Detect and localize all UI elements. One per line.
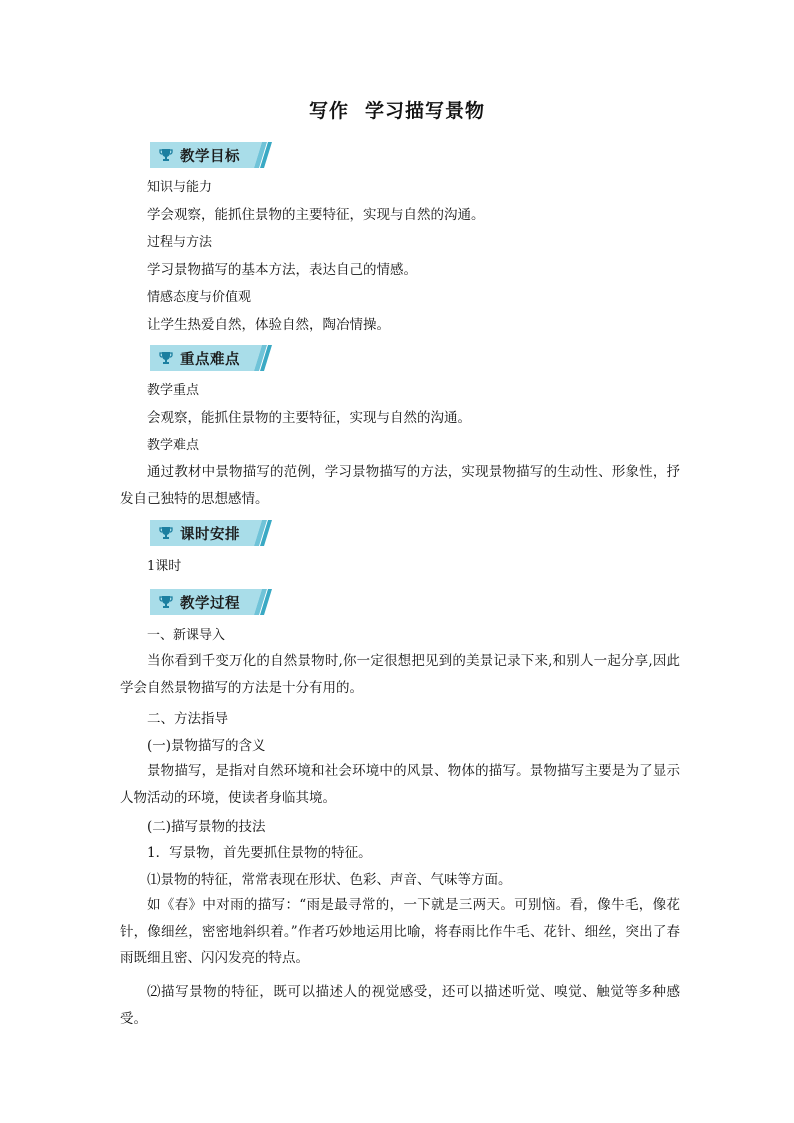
process-para-3: 如《春》中对雨的描写：“雨是最寻常的，一下就是三两天。可别恼。看，像牛毛，像花针，像细丝，密密地斜织着。”作者巧妙地运用比喻，将春雨比作牛毛、花针、细丝，突出了春雨既细且密、闪闪发亮的特点。	[120, 897, 680, 966]
section-header-process	[150, 589, 272, 615]
process-para-2: 景物描写，是指对自然环境和社会环境中的风景、物体的描写。景物描写主要是为了显示人物活动的环境，使读者身临其境。	[120, 763, 680, 806]
schedule-text: 1课时	[147, 559, 182, 574]
key-heading-2: 教学难点	[147, 438, 200, 453]
process-para-4: ⑵描写景物的特征，既可以描述人的视觉感受，还可以描述听觉、嗅觉、触觉等多种感受。	[120, 984, 680, 1027]
section-header-key-points	[150, 345, 272, 371]
process-heading-1: 一、新课导入	[147, 628, 226, 643]
process-heading-5: 1．写景物，首先要抓住景物的特征。	[147, 845, 372, 861]
key-heading-1: 教学重点	[147, 383, 200, 398]
goals-text-1: 学会观察，能抓住景物的主要特征，实现与自然的沟通。	[147, 207, 485, 223]
key-text-1: 会观察，能抓住景物的主要特征，实现与自然的沟通。	[147, 410, 471, 426]
trophy-icon	[158, 350, 174, 366]
process-heading-2: 二、方法指导	[147, 711, 228, 727]
section-header-schedule	[150, 520, 272, 546]
goals-text-3: 让学生热爱自然，体验自然，陶冶情操。	[147, 317, 390, 333]
goals-heading-1: 知识与能力	[147, 180, 213, 195]
goals-heading-3: 情感态度与价值观	[147, 290, 252, 305]
goals-text-2: 学习景物描写的基本方法，表达自己的情感。	[147, 262, 417, 278]
process-heading-6: ⑴景物的特征，常常表现在形状、色彩、声音、气味等方面。	[147, 872, 512, 888]
key-text-2: 通过教材中景物描写的范例，学习景物描写的方法，实现景物描写的生动性、形象性，抒发自己独特的思想感情。	[120, 464, 680, 507]
page-title	[0, 96, 794, 123]
section-label: 教学目标	[180, 149, 240, 165]
trophy-icon	[158, 525, 174, 541]
section-label: 教学过程	[180, 596, 240, 612]
section-label: 课时安排	[180, 527, 240, 543]
trophy-icon	[158, 147, 174, 163]
title-part-2: 学习描写景物	[365, 100, 486, 122]
process-heading-3: (一)景物描写的含义	[147, 738, 266, 754]
title-part-1: 写作	[308, 100, 349, 122]
section-header-goals	[150, 142, 272, 168]
process-para-1: 当你看到千变万化的自然景物时,你一定很想把见到的美景记录下来,和别人一起分享,因此学会自然景物描写的方法是十分有用的。	[120, 653, 680, 696]
section-label: 重点难点	[180, 352, 240, 368]
goals-heading-2: 过程与方法	[147, 235, 213, 250]
process-heading-4: (二)描写景物的技法	[147, 819, 266, 835]
trophy-icon	[158, 594, 174, 610]
